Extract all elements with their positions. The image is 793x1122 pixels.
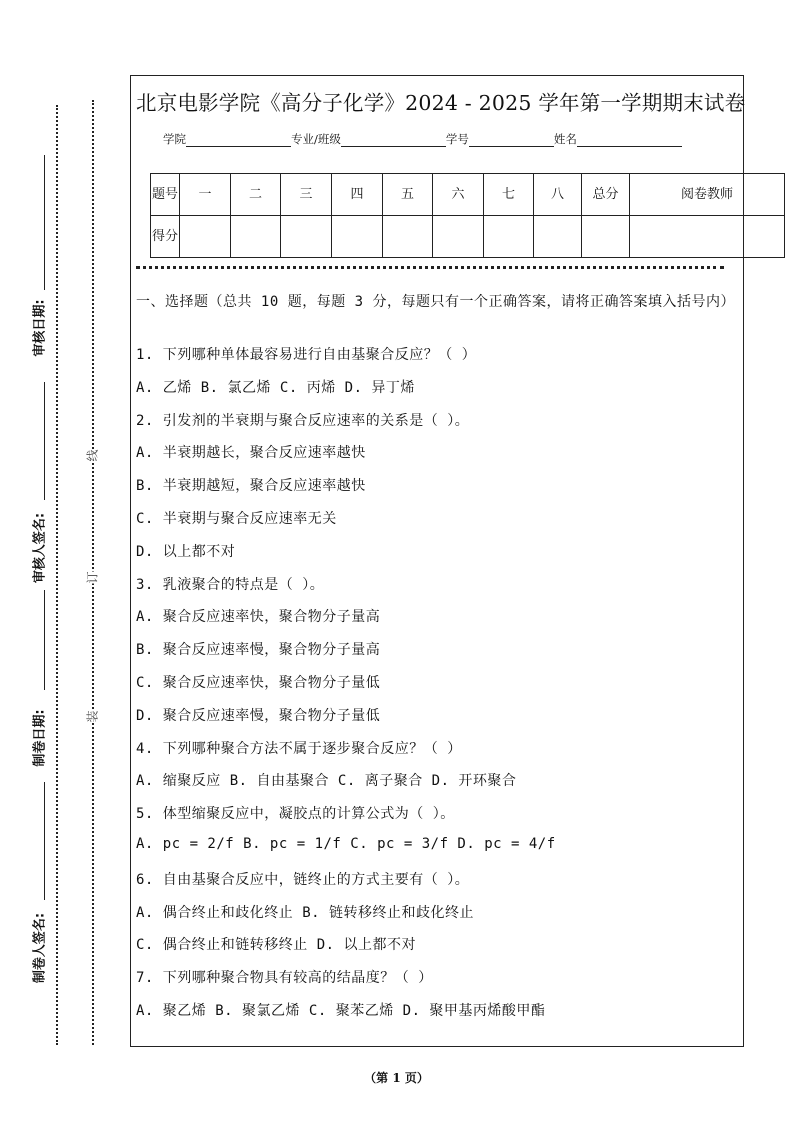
answer-options: D. 以上都不对 xyxy=(136,543,236,560)
reviewer-signature-label: 审核人签名: xyxy=(32,512,48,584)
outer-dotted-line xyxy=(56,105,58,1045)
exam-title: 北京电影学院《高分子化学》2024 - 2025 学年第一学期期末试卷 xyxy=(136,91,746,115)
page-number: （第 1 页） xyxy=(364,1071,429,1085)
col-2: 二 xyxy=(231,174,281,216)
answer-options: A. pc = 2/f B. pc = 1/f C. pc = 3/f D. pc = 4/f xyxy=(136,836,556,852)
question-text: 6. 自由基聚合反应中，链终止的方式主要有（ ）。 xyxy=(136,871,470,888)
score-cell[interactable] xyxy=(332,216,383,258)
preparer-signature-label: 制卷人签名: xyxy=(32,912,48,984)
score-cell[interactable] xyxy=(630,216,785,258)
binding-char-staple: 订 xyxy=(85,571,100,584)
row-label-score: 得分 xyxy=(151,216,180,258)
question-text: 1. 下列哪种单体最容易进行自由基聚合反应？（ ） xyxy=(136,347,477,363)
review-date-label: 审核日期: xyxy=(32,299,48,357)
answer-options: A. 乙烯 B. 氯乙烯 C. 丙烯 D. 异丁烯 xyxy=(136,379,415,396)
answer-options: A. 缩聚反应 B. 自由基聚合 C. 离子聚合 D. 开环聚合 xyxy=(136,773,517,790)
answer-options: A. 半衰期越长，聚合反应速率越快 xyxy=(136,445,366,462)
student-id-input[interactable] xyxy=(469,133,554,147)
field-label-id: 学号 xyxy=(445,132,469,146)
score-cell[interactable] xyxy=(281,216,332,258)
col-4: 四 xyxy=(332,174,383,216)
col-8: 八 xyxy=(534,174,582,216)
col-5: 五 xyxy=(383,174,433,216)
prep-date-line xyxy=(44,590,45,690)
prep-date-label: 制卷日期: xyxy=(32,709,48,767)
name-input[interactable] xyxy=(577,133,682,147)
question-text: 7. 下列哪种聚合物具有较高的结晶度？（ ） xyxy=(136,970,433,987)
separator-dotted-line xyxy=(136,266,724,269)
preparer-signature-line xyxy=(44,782,45,900)
score-cell[interactable] xyxy=(484,216,534,258)
score-cell[interactable] xyxy=(180,216,231,258)
col-1: 一 xyxy=(180,174,231,216)
answer-options: B. 半衰期越短，聚合反应速率越快 xyxy=(136,478,366,495)
col-7: 七 xyxy=(484,174,534,216)
answer-options: B. 聚合反应速率慢，聚合物分子量高 xyxy=(136,642,381,659)
student-info-fields xyxy=(163,131,682,147)
question-text: 4. 下列哪种聚合方法不属于逐步聚合反应？（ ） xyxy=(136,740,462,757)
col-grader: 阅卷教师 xyxy=(630,174,785,216)
answer-options: C. 聚合反应速率快，聚合物分子量低 xyxy=(136,675,381,691)
col-total: 总分 xyxy=(582,174,630,216)
answer-options: A. 聚合反应速率快，聚合物分子量高 xyxy=(136,609,381,626)
answer-options: A. 偶合终止和歧化终止 B. 链转移终止和歧化终止 xyxy=(136,904,474,921)
row-label-question: 题号 xyxy=(151,174,180,216)
question-text: 5. 体型缩聚反应中，凝胶点的计算公式为（ ）。 xyxy=(136,806,455,823)
col-6: 六 xyxy=(433,174,484,216)
score-cell[interactable] xyxy=(433,216,484,258)
answer-options: D. 聚合反应速率慢，聚合物分子量低 xyxy=(136,707,381,724)
score-cell[interactable] xyxy=(582,216,630,258)
answer-options: C. 半衰期与聚合反应速率无关 xyxy=(136,511,337,527)
major-input[interactable] xyxy=(341,133,446,147)
review-date-line xyxy=(44,155,45,290)
section-heading: 一、选择题（总共 10 题，每题 3 分，每题只有一个正确答案，请将正确答案填入括号内） xyxy=(136,294,735,310)
question-text: 3. 乳液聚合的特点是（ ）。 xyxy=(136,576,325,593)
col-3: 三 xyxy=(281,174,332,216)
score-cell[interactable] xyxy=(231,216,281,258)
field-label-college: 学院 xyxy=(163,132,186,146)
field-label-major: 专业/班级 xyxy=(291,132,341,146)
binding-char-line: 线 xyxy=(85,449,100,462)
answer-options: A. 聚乙烯 B. 聚氯乙烯 C. 聚苯乙烯 D. 聚甲基丙烯酸甲酯 xyxy=(136,1003,546,1019)
score-cell[interactable] xyxy=(534,216,582,258)
college-input[interactable] xyxy=(186,133,291,147)
binding-char-bind: 装 xyxy=(85,710,100,723)
score-table xyxy=(150,173,785,258)
question-text: 2. 引发剂的半衰期与聚合反应速率的关系是（ ）。 xyxy=(136,412,470,429)
field-label-name: 姓名 xyxy=(553,132,577,146)
score-cell[interactable] xyxy=(383,216,433,258)
reviewer-signature-line xyxy=(44,382,45,500)
answer-options: C. 偶合终止和链转移终止 D. 以上都不对 xyxy=(136,937,417,954)
